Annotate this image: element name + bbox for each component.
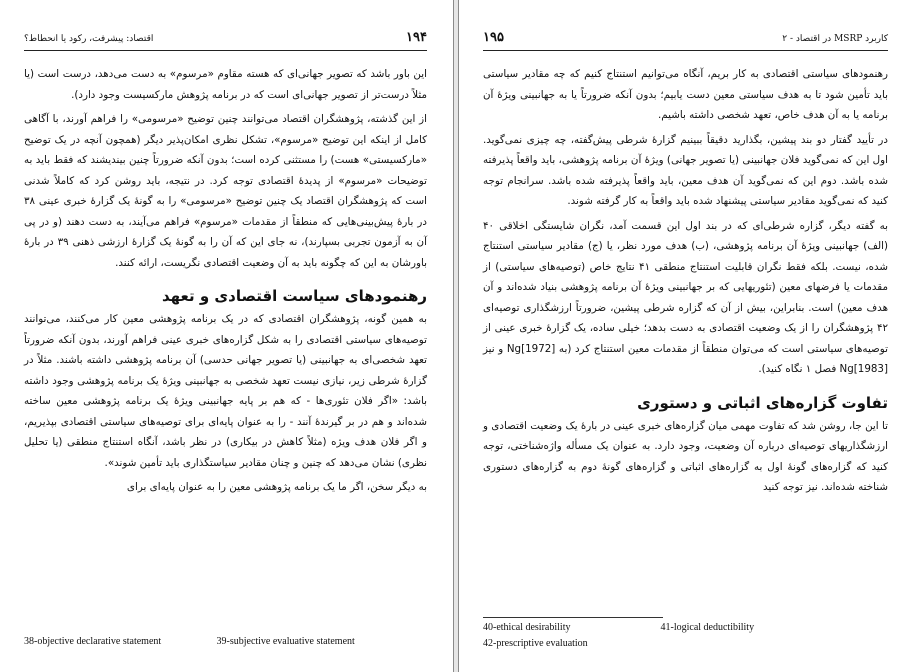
- footnote-41: 41-logical deductibility: [660, 622, 755, 633]
- footnote-38: 38-objective declarative statement: [24, 636, 162, 647]
- left-body-text: [24, 64, 427, 502]
- footnote-42: 42-prescriptive evaluation: [483, 638, 588, 649]
- left-running-title: اقتصاد: پیشرفت، رکود یا انحطاط؟: [24, 34, 154, 44]
- right-page-number: ۱۹۵: [483, 30, 504, 45]
- left-page-number: ۱۹۴: [406, 30, 427, 45]
- left-paragraph: این باور باشد که تصویر جهانی‌ای که هسته مقاوم «مرسوم» به دست می‌دهد، درست است (یا مثلاً درست‌تر از تصویر جهانی‌ای است که در برنامه پژوهش مارکسیست وجود دارد).: [24, 68, 427, 101]
- left-page: [0, 0, 454, 672]
- left-header-rule: [24, 50, 427, 51]
- footnote-39: 39-subjective evaluative statement: [216, 636, 355, 647]
- right-header-rule: [483, 50, 888, 51]
- right-page: [458, 0, 914, 672]
- right-paragraph: به گفته دیگر، گزاره شرطی‌ای که در بند اول این قسمت آمد، نگران شایستگی اخلاقی ۴۰ (الف) جهانبینی ویژهٔ آن برنامه پژوهشی، (ب) هدف مورد نظر، یا (ج) مقادیر سیاستی استنتاج شده، نیست. بلکه فقط نگران قابلیت استنتاج منطقی ۴۱ نتایج خاص (توصیه‌های سیاستی) از مقدمات یا فرضهای معین (تئوریهایی که بر جهانبینی ویژهٔ آن برنامه پژوهشی بنیاد شده‌اند و آن هدف معین) است. بنابراین، بیش از آن که گزاره شرطی پیشین، ضرورتاً ارزشگذاری توصیه‌ای ۴۲ پژوهشگران را از یک وضعیت اقتصادی به دست بدهد؛ خیلی ساده، یک گزارهٔ خبری عینی از توصیه‌های سیاستی است که می‌توان منطقاً از مقدمات معین استنتاج کرد (به Ng[1972] و نیز Ng[1983] فصل ۱ نگاه کنید).: [483, 219, 889, 375]
- right-paragraph: در تأیید گفتار دو بند پیشین، بگذارید دقیقاً ببینیم گزارهٔ شرطی پیش‌گفته، چه چیزی نمی‌گوید. اول این که نمی‌گوید فلان جهانبینی (یا تصویر جهانی) ویژهٔ آن برنامه پژوهشی، باید واقعاً پذیرفته شده باشد. دوم این که نمی‌گوید آن هدف معین، باید واقعاً پذیرفته شده باشد. سرانجام توجه کنید که نمی‌گوید مقادیر سیاستی پیشنهاد شده باید واقعاً به کار گرفته شوند.: [483, 133, 888, 207]
- footnote-40: 40-ethical desirability: [483, 622, 571, 633]
- left-section-heading: رهنمودهای سیاست اقتصادی و تعهد: [161, 287, 427, 305]
- left-paragraph: از این گذشته، پژوهشگران اقتصاد می‌توانند چنین توضیح «مرسومی» را فراهم آورند، با آگاهی کامل از اینکه این توضیح «مرسوم»، تشکل نظری امکان‌پذیر دیگر (همچون آنچه در یک توضیح «مارکسیستی» هست) را مستثنی کرده است؛ بدون آنکه ضرورتاً چنین بیندیشند که فقط باید به توضیحات «مرسوم» از پدیدهٔ اقتصادی توجه کرد. در نتیجه، باید روشن کرد که کاملاً شدنی است که پژوهشگران اقتصاد یک چنین توضیح «مرسومی» را به گونهٔ یک گزارهٔ خبری عینی ۳۸ در بارهٔ پیش‌بینی‌هایی که منطقاً از مقدمات «مرسوم» فراهم می‌آیند، به دست دهند (و در پی آن به آزمون تجربی بسپارند)، نه جای این که آن را به گونهٔ یک گزارهٔ ارزشی ذهنی ۳۹ در بارهٔ باورشان به این که چگونه باید به آن وضعیت اقتصادی نگریست، ارائه کنند.: [24, 113, 427, 269]
- left-running-head: [24, 30, 427, 48]
- right-section-heading: تفاوت گزاره‌های اثباتی و دستوری: [637, 393, 888, 412]
- left-footnotes: [24, 634, 427, 650]
- right-paragraph: تا این جا، روشن شد که تفاوت مهمی میان گزاره‌های خبری عینی در بارهٔ یک وضعیت اقتصادی و ارزشگذاریهای توصیه‌ای درباره آن وضعیت، وجود دارد. به عنوان یک مسأله واژه‌شناختی، توجه کنید که گزاره‌های گونهٔ اول به گزاره‌های اثباتی و گزاره‌های گونهٔ دوم به گزاره‌های دستوری شناخته شده‌اند. نیز توجه کنید: [483, 419, 888, 493]
- right-footnotes: [483, 620, 888, 652]
- left-paragraph: به دیگر سخن، اگر ما یک برنامه پژوهشی معین را به عنوان پایه‌ای برای: [126, 481, 427, 493]
- right-running-head: [483, 30, 888, 48]
- right-footnote-rule: [483, 617, 663, 618]
- right-paragraph: رهنمودهای سیاستی اقتصادی به کار بریم، آنگاه می‌توانیم استنتاج کنیم که چه مقادیر سیاستی باید تأمین شود تا به هدف سیاستی معین دست یابیم؛ بدون آنکه ضرورتاً یا به جهانبینی ویژهٔ آن برنامه یا به آن هدف خاص، تعهد شخصی داشته باشیم.: [483, 68, 888, 121]
- right-running-title: کاربرد MSRP در اقتصاد - ۲: [782, 34, 888, 44]
- right-body-text: [483, 64, 888, 502]
- left-paragraph: به همین گونه، پژوهشگران اقتصادی که در یک برنامه پژوهشی معین کار می‌کنند، می‌توانند توصیه‌های سیاستی اقتصادی را به شکل گزاره‌های خبری عینی فراهم آورند، بدون آنکه ضرورتاً تعهد شخصی‌ای به جهانبینی (یا تصویر جهانی حدسی) آن برنامه پژوهشی داشته باشند. مثلاً در گزارهٔ شرطی زیر، نیازی نیست تعهد شخصی به جهانبینی ویژهٔ یک برنامه پژوهشی وجود داشته باشد: «اگر فلان تئوری‌ها - که هم بر پایه جهانبینی ویژهٔ یک برنامه پژوهشی معین ساخته شده‌اند و هم در بر گیرندهٔ آنند - را به عنوان پایه‌ای برای توصیه‌های سیاستی اقتصادی بپذیریم، و اگر فلان هدف ویژه (مثلاً کاهش در بیکاری) در نظر باشد، آنگاه استنتاج منطقی (یا تحلیل نظری) نشان می‌دهد که چنین و چنان مقادیر سیاستگذاری باید تأمین شوند».: [24, 313, 427, 469]
